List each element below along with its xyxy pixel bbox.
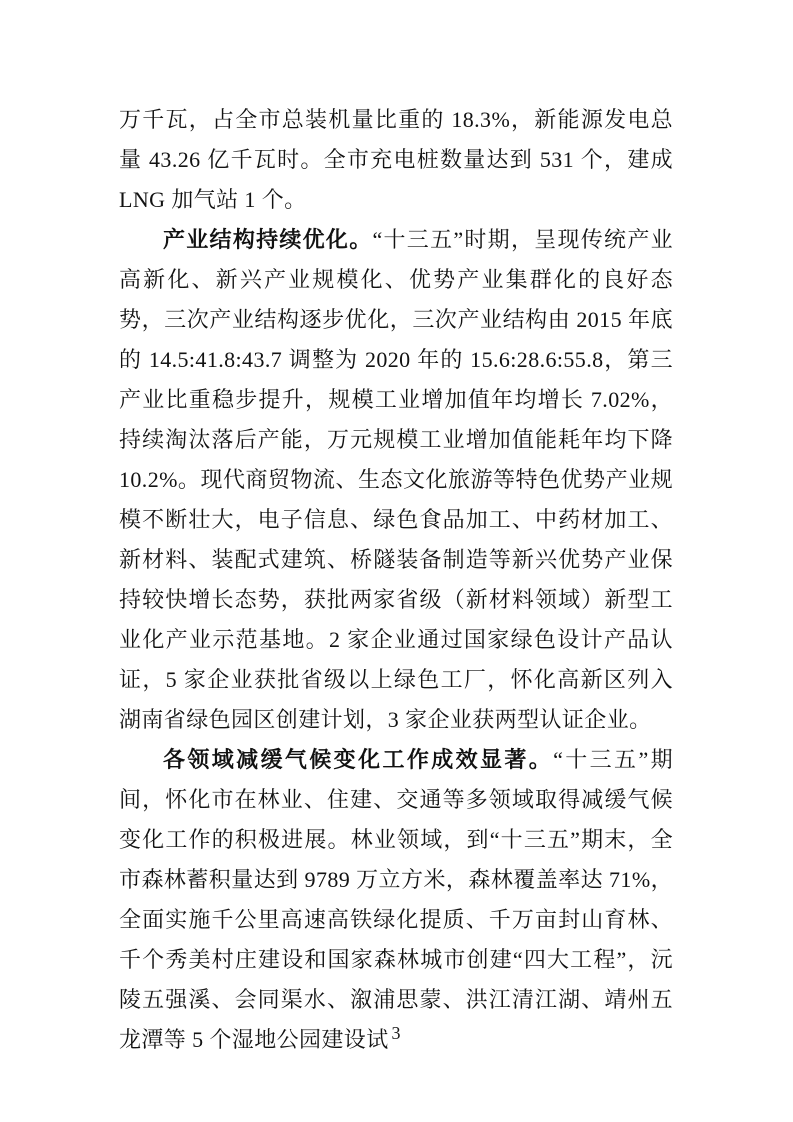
- paragraph-text: “十三五”时期，呈现传统产业高新化、新兴产业规模化、优势产业集群化的良好态势，三次产业结构逐步优化，三次产业结构由 2015 年底的 14.5:41.8:43.7 调整为 2020 年的 15.6:28.6:55.8，第三产业比重稳步提升，规模工业增加值年均增长 7.02%，持续淘汰落后产能，万元规模工业增加值能耗年均下降 10.2%。现代商贸物流、生态文化旅游等特色优势产业规模不断壮大，电子信息、绿色食品加工、中药材加工、新材料、装配式建筑、桥隧装备制造等新兴优势产业保持较快增长态势，获批两家省级（新材料领域）新型工业化产业示范基地。2 家企业通过国家绿色设计产品认证，5 家企业获批省级以上绿色工厂，怀化高新区列入湖南省绿色园区创建计划，3 家企业获两型认证企业。: [119, 227, 673, 732]
- paragraph: [119, 740, 673, 1060]
- page-number: 3: [391, 1023, 401, 1043]
- paragraph-text: “十三五”期间，怀化市在林业、住建、交通等多领域取得减缓气候变化工作的积极进展。林业领域，到“十三五”期末，全市森林蓄积量达到 9789 万立方米，森林覆盖率达 71%，全面实施千公里高速高铁绿化提质、千万亩封山育林、千个秀美村庄建设和国家森林城市创建“四大工程”，沅陵五强溪、会同渠水、溆浦思蒙、洪江清江湖、靖州五龙潭等 5 个湿地公园建设试: [119, 747, 673, 1052]
- paragraph: [119, 100, 673, 220]
- paragraph: [119, 220, 673, 740]
- paragraph-text: 万千瓦，占全市总装机量比重的 18.3%，新能源发电总量 43.26 亿千瓦时。全市充电桩数量达到 531 个，建成 LNG 加气站 1 个。: [119, 107, 673, 212]
- paragraph-lead: 各领域减缓气候变化工作成效显著。: [163, 747, 554, 772]
- paragraph-lead: 产业结构持续优化。: [163, 227, 373, 252]
- document-body: [119, 100, 673, 1060]
